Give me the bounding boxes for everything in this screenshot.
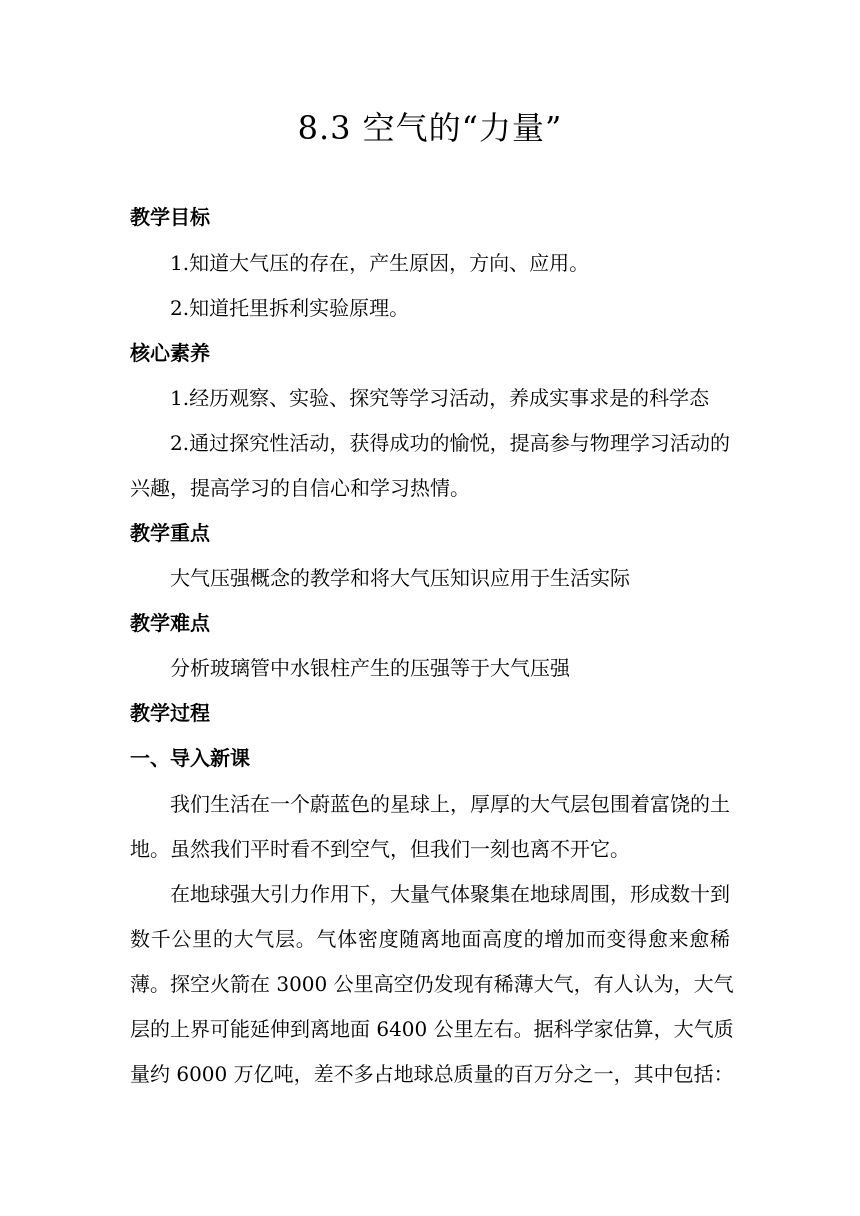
page-title: 8.3 空气的“力量” — [297, 109, 563, 147]
heading-key-points: 教学重点 — [130, 521, 210, 545]
subheading-introduction: 一、导入新课 — [130, 746, 250, 770]
paragraph-line: 薄。探空火箭在 3000 公里高空仍发现有稀薄大气，有人认为，大气 — [130, 972, 734, 996]
paragraph-line: 量约 6000 万亿吨，差不多占地球总质量的百万分之一，其中包括： — [130, 1062, 734, 1086]
heading-process: 教学过程 — [130, 701, 210, 725]
paragraph-line: 数千公里的大气层。气体密度随离地面高度的增加而变得愈来愈稀 — [130, 927, 730, 951]
heading-competencies: 核心素养 — [130, 341, 210, 365]
competency-item-1: 1.经历观察、实验、探究等学习活动，养成实事求是的科学态 — [170, 386, 710, 410]
objective-item-1: 1.知道大气压的存在，产生原因，方向、应用。 — [170, 251, 590, 275]
competency-item-2-line-1: 2.通过探究性活动，获得成功的愉悦，提高参与物理学习活动的 — [170, 431, 730, 455]
key-points-text: 大气压强概念的教学和将大气压知识应用于生活实际 — [170, 566, 630, 590]
objective-item-2: 2.知道托里拆利实验原理。 — [170, 296, 410, 320]
paragraph-line: 层的上界可能延伸到离地面 6400 公里左右。据科学家估算，大气质 — [130, 1017, 734, 1041]
paragraph-line: 我们生活在一个蔚蓝色的星球上，厚厚的大气层包围着富饶的土 — [170, 792, 730, 816]
heading-difficulties: 教学难点 — [130, 611, 210, 635]
paragraph-line: 地。虽然我们平时看不到空气，但我们一刻也离不开它。 — [130, 837, 630, 861]
heading-objectives: 教学目标 — [130, 205, 210, 229]
difficulties-text: 分析玻璃管中水银柱产生的压强等于大气压强 — [170, 656, 570, 680]
paragraph-line: 在地球强大引力作用下，大量气体聚集在地球周围，形成数十到 — [170, 882, 730, 906]
competency-item-2-line-2: 兴趣，提高学习的自信心和学习热情。 — [130, 476, 470, 500]
